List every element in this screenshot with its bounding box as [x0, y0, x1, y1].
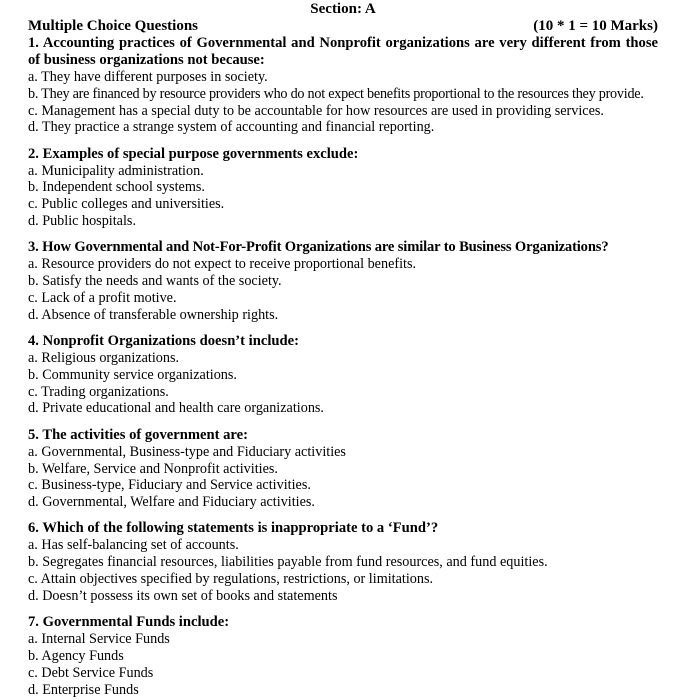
option-a: a. Municipality administration. — [28, 162, 204, 179]
question-5 — [28, 427, 658, 511]
option-a: a. Governmental, Business-type and Fiduciary activities — [28, 443, 346, 460]
question-6 — [28, 520, 658, 604]
question-3 — [28, 239, 658, 323]
option-c: c. Trading organizations. — [28, 383, 169, 400]
question-4 — [28, 333, 658, 417]
marks-label: (10 * 1 = 10 Marks) — [533, 18, 658, 34]
option-c: c. Public colleges and universities. — [28, 196, 225, 213]
option-c: c. Attain objectives specified by regulations, restrictions, or limitations. — [28, 571, 434, 588]
option-b: b. Welfare, Service and Nonprofit activities. — [28, 460, 278, 477]
option-d: d. Governmental, Welfare and Fiduciary activities. — [28, 494, 315, 511]
option-b: b. Agency Funds — [28, 647, 124, 664]
question-stem: 2. Examples of special purpose governments exclude: — [28, 145, 359, 162]
option-a: a. Resource providers do not expect to receive proportional benefits. — [28, 256, 417, 273]
question-stem: 4. Nonprofit Organizations doesn’t include: — [28, 333, 299, 350]
option-a: a. Religious organizations. — [28, 350, 180, 367]
exam-page — [28, 0, 658, 698]
option-d: d. Absence of transferable ownership rights. — [28, 306, 279, 323]
question-stem: 6. Which of the following statements is inappropriate to a ‘Fund’? — [28, 520, 439, 537]
option-d: d. Private educational and health care organizations. — [28, 400, 324, 417]
option-d: d. Doesn’t possess its own set of books and statements — [28, 587, 338, 604]
option-d: d. They practice a strange system of accounting and financial reporting. — [28, 119, 435, 136]
option-d: d. Public hospitals. — [28, 213, 136, 230]
option-b: b. Satisfy the needs and wants of the society. — [28, 273, 282, 290]
question-stem: 1. Accounting practices of Governmental and Nonprofit organizations are very different from those of business organizations not because: — [28, 35, 658, 68]
section-title: Section: A — [310, 1, 376, 17]
question-stem: 3. How Governmental and Not-For-Profit Organizations are similar to Business Organizations? — [28, 239, 609, 256]
mcq-header — [28, 18, 658, 35]
option-a: a. Has self-balancing set of accounts. — [28, 537, 239, 554]
option-b: b. Segregates financial resources, liabilities payable from fund resources, and fund equities. — [28, 554, 548, 571]
option-b: b. Independent school systems. — [28, 179, 205, 196]
option-c: c. Business-type, Fiduciary and Service activities. — [28, 477, 311, 494]
option-b: b. Community service organizations. — [28, 366, 237, 383]
option-a: a. Internal Service Funds — [28, 631, 170, 648]
question-stem: 5. The activities of government are: — [28, 426, 248, 443]
option-c: c. Debt Service Funds — [28, 664, 154, 681]
question-2 — [28, 146, 658, 230]
option-c: c. Lack of a profit motive. — [28, 289, 177, 306]
option-d: d. Enterprise Funds — [28, 681, 139, 698]
option-b: b. They are financed by resource providers who do not expect benefits proportional to the resources they provide. — [28, 85, 644, 102]
option-a: a. They have different purposes in society. — [28, 69, 268, 85]
question-7 — [28, 614, 658, 698]
option-c: c. Management has a special duty to be accountable for how resources are used in providing services. — [28, 102, 604, 119]
question-stem: 7. Governmental Funds include: — [28, 614, 230, 631]
mcq-title: Multiple Choice Questions — [28, 18, 199, 34]
question-1 — [28, 35, 658, 136]
